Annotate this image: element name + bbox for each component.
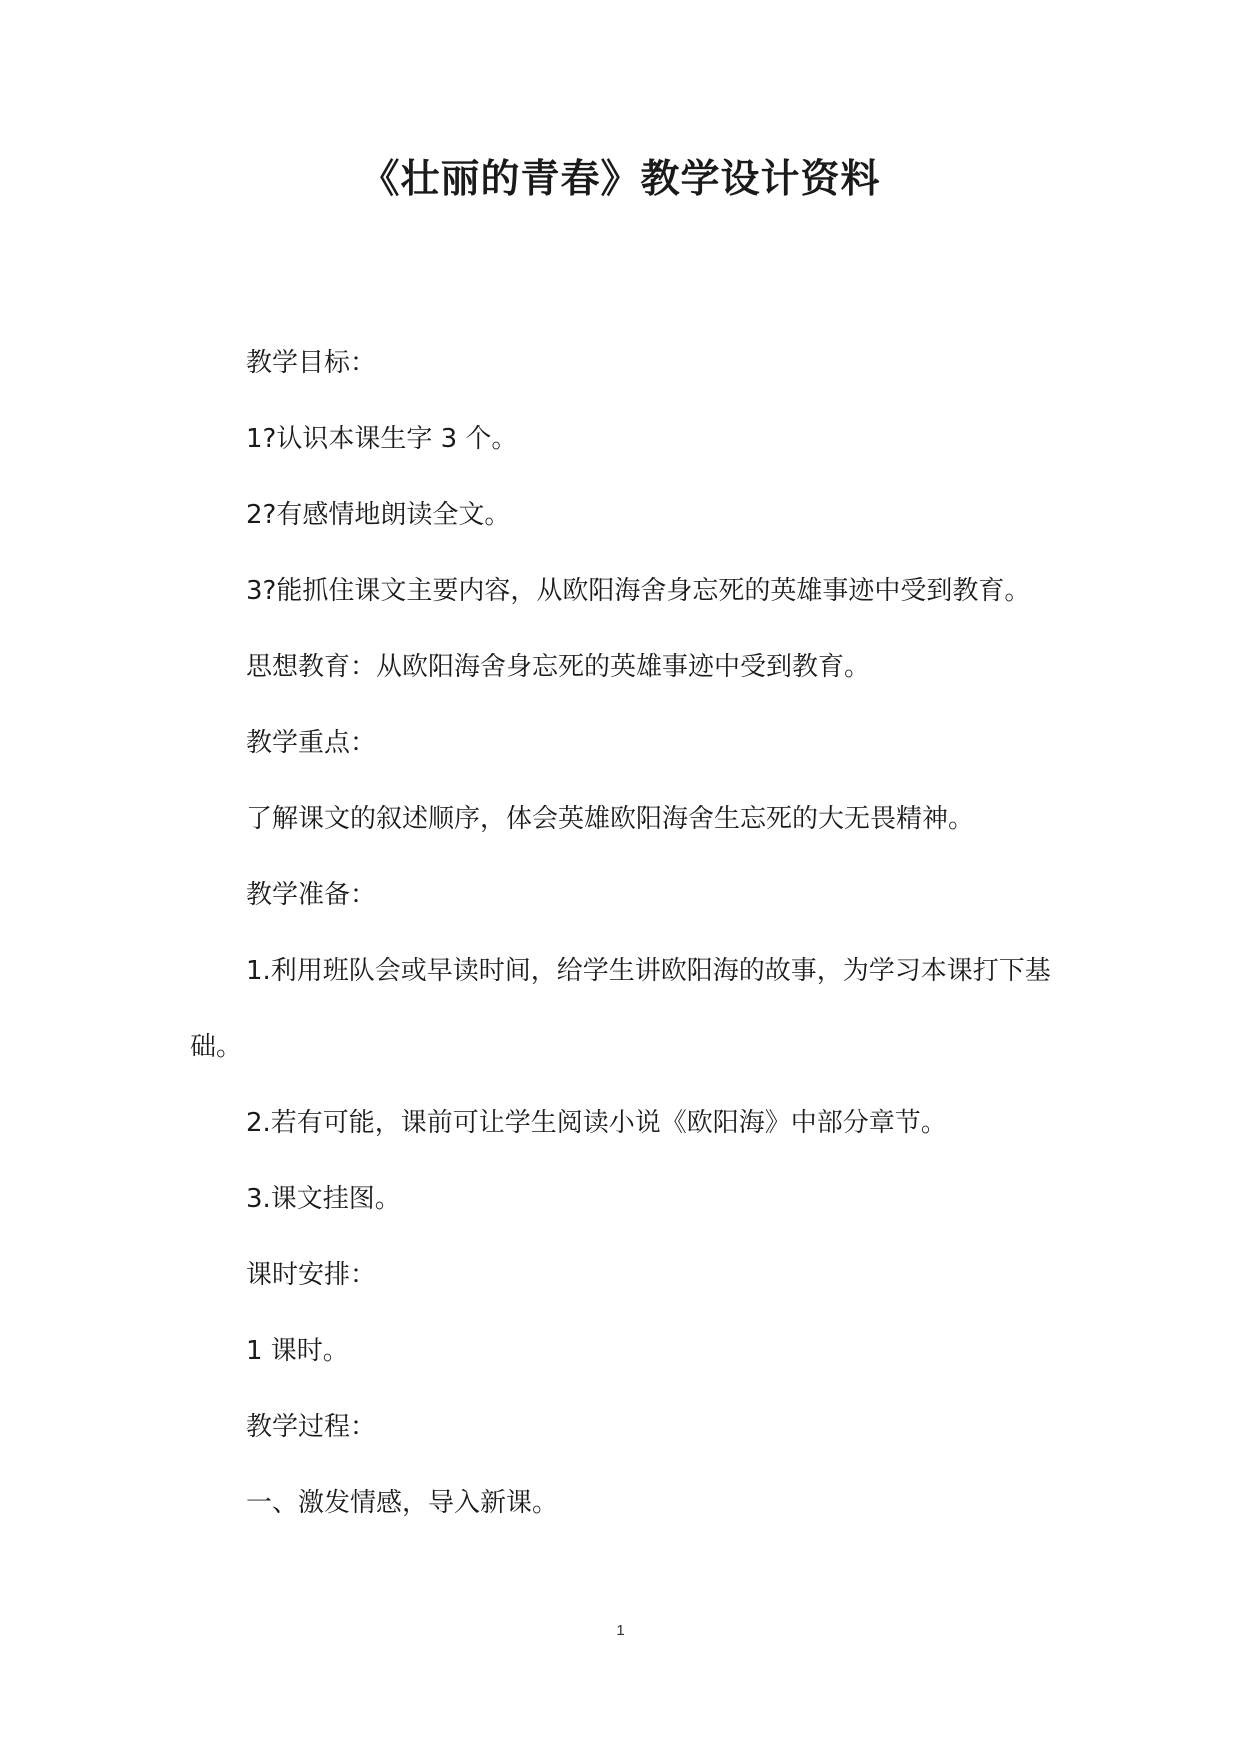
paragraph: 了解课文的叙述顺序，体会英雄欧阳海舍生忘死的大无畏精神。 (246, 804, 975, 834)
paragraph: 教学重点： (246, 728, 377, 758)
paragraph: 3?能抓住课文主要内容，从欧阳海舍身忘死的英雄事迹中受到教育。 (246, 576, 1031, 606)
paragraph: 2.若有可能，课前可让学生阅读小说《欧阳海》中部分章节。 (246, 1108, 947, 1138)
paragraph: 教学目标： (246, 348, 377, 378)
page-number: 1 (616, 1622, 625, 1639)
paragraph: 3.课文挂图。 (246, 1184, 401, 1214)
document-body (190, 325, 1060, 1541)
paragraph: 1.利用班队会或早读时间，给学生讲欧阳海的故事，为学习本课打下基础。 (190, 956, 1051, 1062)
paragraph: 2?有感情地朗读全文。 (246, 500, 511, 530)
paragraph: 思想教育：从欧阳海舍身忘死的英雄事迹中受到教育。 (246, 652, 871, 682)
document-title: 《壮丽的青春》教学设计资料 (360, 157, 881, 202)
paragraph: 1?认识本课生字 3 个。 (246, 424, 518, 454)
paragraph: 教学过程： (246, 1412, 377, 1442)
paragraph: 1 课时。 (246, 1336, 349, 1366)
paragraph: 教学准备： (246, 880, 377, 910)
paragraph: 课时安排： (246, 1260, 377, 1290)
paragraph: 一、激发情感，导入新课。 (246, 1488, 559, 1518)
